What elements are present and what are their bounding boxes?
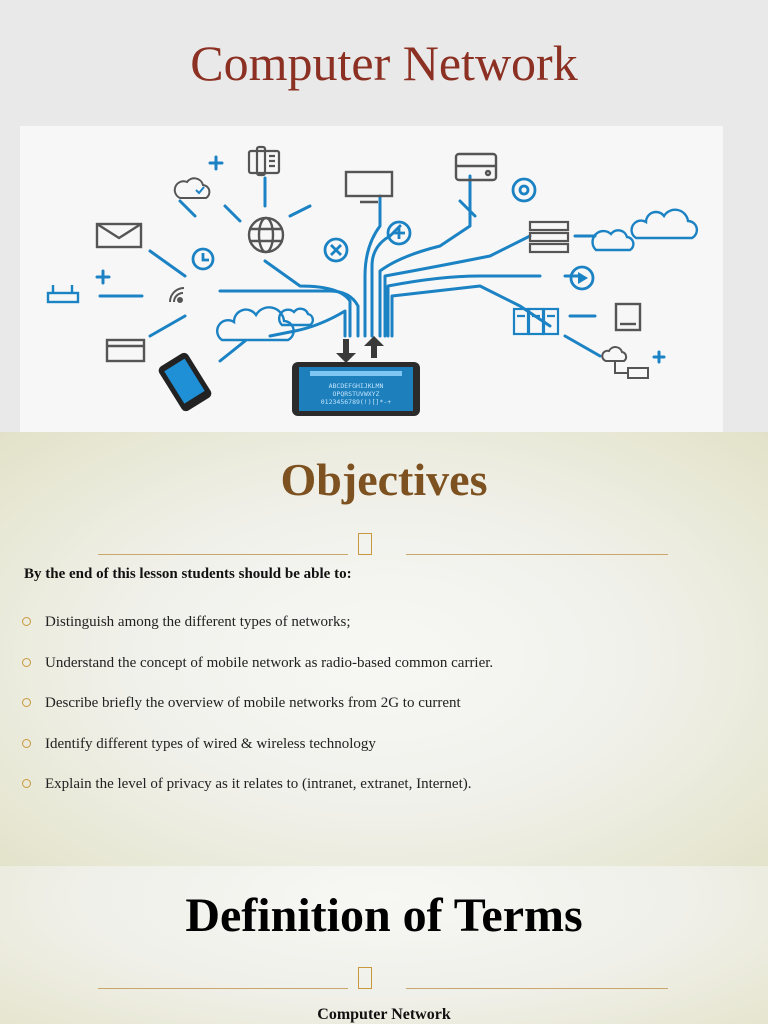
document-icon xyxy=(616,304,640,330)
ornament-icon xyxy=(358,533,372,555)
envelope-icon xyxy=(97,224,141,247)
objectives-list xyxy=(22,612,742,815)
mainframe-icon xyxy=(514,309,558,334)
record-icon xyxy=(513,179,535,201)
smartphone-icon xyxy=(157,351,213,413)
objective-item xyxy=(22,693,742,734)
bullet-icon xyxy=(22,698,31,707)
link-line xyxy=(150,251,185,276)
cloud-icon xyxy=(217,307,313,340)
objective-item xyxy=(22,653,742,694)
objectives-intro: By the end of this lesson students should be able to: xyxy=(24,566,352,582)
globe-icon xyxy=(249,218,283,252)
slide-title: Definition of Terms xyxy=(185,889,583,942)
clock-icon xyxy=(193,249,213,269)
divider-left xyxy=(98,988,348,989)
link-line xyxy=(385,236,530,336)
wifi-icon xyxy=(170,288,184,302)
bullet-icon xyxy=(22,779,31,788)
objective-item xyxy=(22,774,742,815)
database-icon xyxy=(530,222,568,252)
window-icon xyxy=(107,340,144,361)
ornament-icon xyxy=(358,967,372,989)
bullet-icon xyxy=(22,658,31,667)
objective-item xyxy=(22,612,742,653)
cloud-icon xyxy=(593,210,697,250)
play-icon xyxy=(571,267,593,289)
tablet-line: OPQRSTUVWXYZ xyxy=(332,390,380,398)
network-diagram-svg xyxy=(20,126,723,432)
link-line xyxy=(150,316,185,336)
monitor-icon xyxy=(346,172,392,202)
network-diagram xyxy=(20,126,723,432)
slide-definition-of-terms xyxy=(0,866,768,1024)
link-line xyxy=(460,201,475,216)
tablet-line: 0123456789(!)[]*-+ xyxy=(320,398,392,406)
slide-title: Computer Network xyxy=(190,35,578,91)
bullet-icon xyxy=(22,617,31,626)
server-icon xyxy=(456,154,496,180)
router-icon xyxy=(48,285,78,302)
objective-text: Identify different types of wired & wireless technology xyxy=(45,735,376,752)
tablet-line: ABCDEFGHIJKLMN xyxy=(328,382,384,390)
link-line xyxy=(225,206,240,221)
telephone-icon xyxy=(249,147,279,175)
cloud-icon xyxy=(175,178,210,198)
objective-text: Describe briefly the overview of mobile networks from 2G to current xyxy=(45,695,461,711)
term-heading: Computer Network xyxy=(317,1006,451,1023)
objective-item xyxy=(22,734,742,775)
divider-right xyxy=(406,988,668,989)
tablet-icon xyxy=(292,362,420,416)
objective-text: Explain the level of privacy as it relates to (intranet, extranet, Internet). xyxy=(45,776,472,792)
link-line xyxy=(220,341,245,361)
slide-title: Objectives xyxy=(280,454,488,505)
close-icon xyxy=(325,239,347,261)
objective-text: Distinguish among the different types of networks; xyxy=(45,614,351,630)
objective-text: Understand the concept of mobile network as radio-based common carrier. xyxy=(45,654,494,671)
slide-objectives xyxy=(0,432,768,866)
link-line xyxy=(220,291,358,336)
link-line xyxy=(180,201,195,216)
cloud-network-icon xyxy=(602,347,648,378)
link-line xyxy=(565,336,600,356)
bullet-icon xyxy=(22,739,31,748)
divider-right xyxy=(406,554,668,555)
divider-left xyxy=(98,554,348,555)
link-line xyxy=(392,286,550,336)
link-line xyxy=(290,206,310,216)
slide-computer-network xyxy=(0,0,768,432)
